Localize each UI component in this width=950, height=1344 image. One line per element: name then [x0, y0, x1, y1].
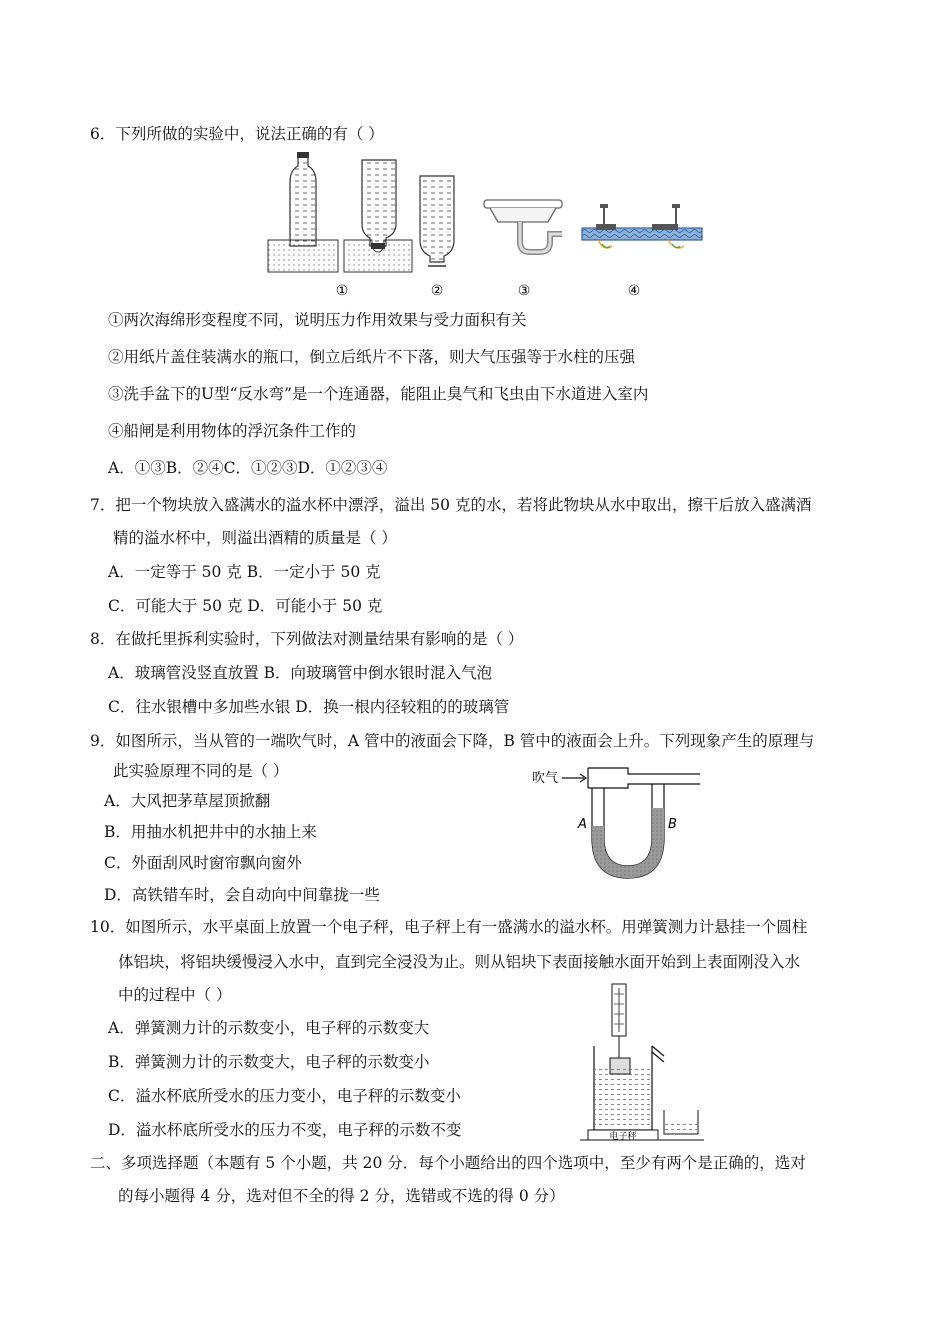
q9-stem-line1: 9．如图所示，当从管的一端吹气时，A 管中的液面会下降，B 管中的液面会上升。下列现象产生的原理与: [90, 732, 815, 750]
q8-options-ab: A．玻璃管没竖直放置 B．向玻璃管中倒水银时混入气泡: [108, 664, 493, 682]
q6-statement-4: ④船闸是利用物体的浮沉条件工作的: [108, 422, 357, 440]
sink-trap-icon: [484, 200, 562, 252]
q10-overflow-cup-figure: [580, 982, 706, 1142]
bottle-inverted-icon: [344, 160, 412, 272]
bottle-paper-icon: [420, 176, 454, 266]
q8-stem: 8．在做托里拆利实验时，下列做法对测量结果有影响的是（ ）: [90, 630, 524, 648]
q6-options: A．①③B．②④C．①②③D．①②③④: [108, 459, 388, 477]
blow-arrow-icon: [562, 774, 586, 782]
q10-option-a: A．弹簧测力计的示数变小，电子秤的示数变大: [108, 1019, 430, 1037]
q10-option-c: C．溢水杯底所受水的压力变小，电子秤的示数变小: [108, 1087, 461, 1105]
section2-heading-line1: 二、多项选择题（本题有 5 个小题，共 20 分．每个小题给出的四个选项中，至少有两个是正确的，选对: [90, 1154, 806, 1172]
q10-stem-line3: 中的过程中（ ）: [118, 986, 232, 1004]
q7-options-cd: C．可能大于 50 克 D．可能小于 50 克: [108, 597, 383, 615]
tube-a-label: A: [578, 817, 587, 832]
q6-statement-2: ②用纸片盖住装满水的瓶口，倒立后纸片不下落，则大气压强等于水柱的压强: [108, 348, 636, 366]
q10-option-b: B．弹簧测力计的示数变大，电子秤的示数变小: [108, 1053, 430, 1071]
q6-statement-1: ①两次海绵形变程度不同，说明压力作用效果与受力面积有关: [108, 311, 527, 329]
spring-scale-icon: [612, 984, 626, 1058]
tube-b-label: B: [668, 817, 677, 832]
section2-heading-line2: 的每小题得 4 分，选对但不全的得 2 分，选错或不选的得 0 分）: [118, 1187, 565, 1205]
q9-option-a: A．大风把茅草屋顶掀翻: [104, 792, 271, 810]
q9-option-b: B．用抽水机把井中的水抽上来: [104, 823, 317, 841]
q8-options-cd: C．往水银槽中多加些水银 D．换一根内径较粗的的玻璃管: [108, 698, 510, 716]
q10-stem-line2: 体铝块，将铝块缓慢浸入水中，直到完全浸没为止。则从铝块下表面接触水面开始到上表面刚没入水: [118, 953, 801, 971]
bottle-upright-icon: [268, 152, 338, 272]
blow-label: 吹气: [532, 771, 559, 786]
beaker-icon: [664, 1110, 698, 1134]
q10-option-d: D．溢水杯底所受水的压力不变，电子秤的示数不变: [108, 1121, 462, 1139]
q7-stem-line1: 7．把一个物块放入盛满水的溢水杯中漂浮，溢出 50 克的水，若将此物块从水中取出，擦干后放入盛满酒: [90, 496, 812, 514]
q9-option-c: C．外面刮风时窗帘飘向窗外: [104, 854, 302, 872]
fig-label-1: ①: [335, 283, 349, 299]
q9-option-d: D．高铁错车时，会自动向中间靠拢一些: [104, 886, 380, 904]
scale-label: 电子秤: [609, 1132, 637, 1142]
q9-u-tube-figure: [528, 766, 708, 882]
q7-stem-line2: 精的溢水杯中，则溢出酒精的质量是（ ）: [113, 529, 397, 547]
q10-stem-line1: 10．如图所示，水平桌面上放置一个电子秤，电子秤上有一盛满水的溢水杯。用弹簧测力计悬挂一个圆柱: [90, 918, 808, 936]
fig-label-4: ④: [627, 283, 641, 299]
fig-label-3: ③: [517, 283, 531, 299]
fig-label-2: ②: [430, 283, 444, 299]
q9-stem-line2: 此实验原理不同的是（ ）: [113, 762, 289, 780]
ship-lock-icon: [582, 204, 702, 248]
q6-statement-3: ③洗手盆下的U型“反水弯”是一个连通器，能阻止臭气和飞虫由下水道进入室内: [108, 385, 649, 403]
q6-figure: [262, 148, 712, 300]
q7-options-ab: A．一定等于 50 克 B．一定小于 50 克: [108, 563, 381, 581]
q6-stem: 6．下列所做的实验中，说法正确的有（ ）: [90, 125, 384, 143]
